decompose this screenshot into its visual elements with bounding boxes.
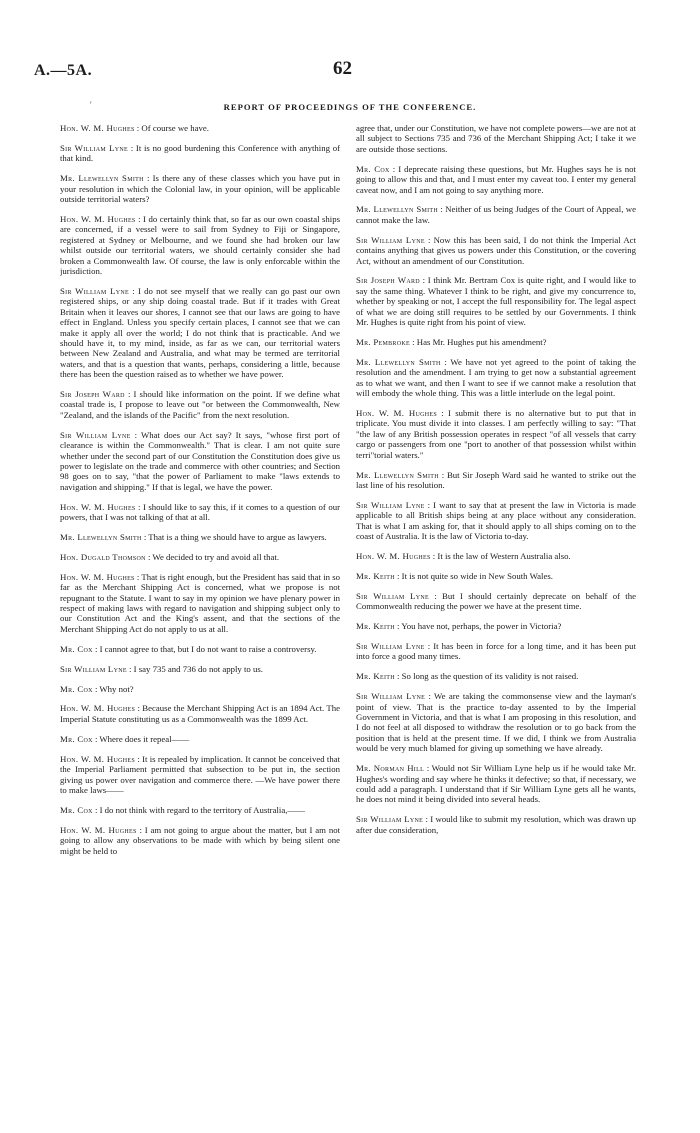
paragraph [60,430,340,492]
speaker-name: Hon. W. M. Hughes [60,571,135,582]
speaker-name: Hon. W. M. Hughes [60,703,136,714]
speech-text: : I say 735 and 736 do not apply to us. [129,663,263,674]
paragraph [60,825,340,856]
speech-text: : I am not going to argue about the matter, but I am not going to allow any observations to be made with which by being silent one might be held to [60,824,340,856]
paragraph [60,143,340,164]
paragraph [60,173,340,204]
speaker-name: Sir William Lyne [356,691,426,702]
speech-text: : Because the Merchant Shipping Act is an 1894 Act. The Imperial Statute constituting us as a Commonwealth was the 1899 Act. [60,703,340,724]
speech-text: : I should like information on the point. If we define what coastal trade is, I propose to leave out "or between the Commonwealth, New "Zealand, and the islands of the Pacific" from the next resolution. [60,389,340,420]
speech-text: : You have not, perhaps, the power in Victoria? [397,621,562,632]
paragraph [356,500,636,542]
speaker-name: Hon. Dugald Thomson [60,551,146,562]
speaker-name: Mr. Norman Hill [356,763,425,774]
paragraph [356,357,636,399]
paragraph [60,389,340,420]
speaker-name: Sir William Lyne [356,641,425,652]
paragraph [60,664,340,674]
speaker-name: Sir William Lyne [356,234,425,245]
speaker-name: Mr. Keith [356,570,395,581]
speaker-name: Mr. Llewellyn Smith [60,173,144,184]
speaker-name: Sir William Lyne [356,499,425,510]
speech-text: : Where does it repeal—— [94,733,190,744]
speech-text: : It is no good burdening this Conference with anything of that kind. [60,142,340,164]
speaker-name: Hon. W. M. Hughes [60,213,136,224]
speech-text: : What does our Act say? It says, "whose first port of clearance is within the Commonwealth." That is clear. I am not quite sure whether under the second part of our Constitution the Constitution does give us power to legislate on the trade and commerce with other countries; and Section 98 goes on to say, "that the power of Parliament to make "laws extends to navigation and shipping." If that is legal, we have the power. [60,429,340,492]
paragraph [60,644,340,654]
speaker-name: Hon. W. M. Hughes [60,824,137,835]
paragraph [356,814,636,835]
speech-text: : I do not think with regard to the territory of Australia,—— [94,804,305,815]
speaker-name: Mr. Pembroke [356,337,410,347]
speaker-name: Mr. Llewellyn Smith [356,469,439,480]
speech-text: : So long as the question of its validity is not raised. [397,671,579,682]
paragraph [60,123,340,133]
speaker-name: Hon. W. M. Hughes [356,551,431,561]
speech-text: : Is there any of these classes which you have put in your resolution in which the Colonial law, in your opinion, will be applicable outside territorial waters? [60,173,340,205]
speaker-name: Mr. Cox [60,643,93,654]
speaker-name: Mr. Cox [60,683,93,694]
speech-text: : I should like to say this, if it comes to a question of our powers, that I was not talking of that at all. [60,501,340,523]
speech-text: : Of course we have. [136,123,209,133]
speech-text: : Neither of us being Judges of the Court of Appeal, we cannot make the law. [356,204,636,225]
paragraph [60,754,340,796]
page-number: 62 [333,58,352,79]
speech-text: : Now this has been said, I do not think the Imperial Act contains anything that gives us powers under this Constitution, or the covering Act, without an amendment of our Constitution. [356,234,636,266]
speech-text: : I deprecate raising these questions, but Mr. Hughes says he is not going to allow this and that, and I must enter my caveat too. I enter my general caveat now, and I am not going to say anything more. [356,163,636,195]
paragraph [356,571,636,581]
speech-text: : Why not? [94,683,134,694]
paragraph [356,691,636,753]
speech-text: : I think Mr. Bertram Cox is quite right, and I would like to say the same thing. Whatever I think to be right, and give my concurrence to, whether by speaking or not, I accept the full responsibility for. The legal aspect of what we are doing still requires to be settled by our Governments. I think Mr. Hughes is quite right from his point of view. [356,275,636,328]
speech-text: : I would like to submit my resolution, which was drawn up after due consideration, [356,814,636,835]
speaker-name: Mr. Keith [356,671,395,682]
speech-text: : It is the law of Western Australia also. [432,551,571,561]
paragraph [60,502,340,523]
paragraph [356,164,636,195]
paragraph [60,684,340,694]
speech-text: agree that, under our Constitution, we have not complete powers—we are not at all subject to Sections 735 and 736 of the Merchant Shipping Act; I take it we are outside those sections. [356,123,636,154]
speaker-name: Mr. Cox [60,804,93,815]
speaker-name: Sir William Lyne [60,142,128,153]
speaker-name: Mr. Llewellyn Smith [60,532,142,542]
speaker-name: Sir William Lyne [356,590,430,601]
speech-text: : We decided to try and avoid all that. [147,551,280,562]
speaker-name: Mr. Cox [356,163,390,174]
paragraph [356,204,636,225]
paragraph [356,551,636,561]
speech-text: : I submit there is no alternative but to put that in triplicate. You must divide it into classes. I am perfectly willing to say: "That "the law of any British possession operates in respect "of all vessels that carry cargo or passengers from one "port to another of that possession whilst within terri"torial waters." [356,408,636,460]
speech-text: : I do not see myself that we really can go past our own registered ships, or any ship doing coastal trade. But if it trades with Great Britain when it leaves our shores, I cannot see that our laws are going to have effect in England. Unless you specify certain places, I cannot see that we can make it apply all over the world; I do not think that is practicable. And we should have it, to my mind, inside, as far as we can, our territorial waters between New Zealand and Australia, and what may be termed are territorial waters, and that is a question that wants, perhaps, considering a little, because there has been the question raised as to whether we have power. [60,285,340,380]
paragraph [60,214,340,276]
speech-text: : It is not quite so wide in New South Wales. [397,570,553,581]
speaker-name: Mr. Llewellyn Smith [356,204,439,215]
speaker-name: Hon. W. M. Hughes [60,501,136,512]
speaker-name: Hon. W. M. Hughes [60,753,135,764]
left-column [60,123,340,1123]
paragraph [356,408,636,460]
speech-text: : Has Mr. Hughes put his amendment? [412,337,547,347]
right-column [356,123,636,1123]
paragraph [356,337,636,347]
paragraph [60,532,340,542]
running-title: REPORT OF PROCEEDINGS OF THE CONFERENCE. [223,102,477,112]
speaker-name: Sir William Lyne [60,663,127,674]
paragraph [60,552,340,562]
paragraph [356,763,636,805]
paragraph [60,703,340,724]
speech-text: : That is right enough, but the President has said that in so far as the Merchant Shipping Act is concerned, what we propose is not repugnant to the Statute. I want to say in my opinion we have plenary power in respect of making laws with regard to navigation and shipping subject only to our Constitution Act and the King's assent, and that the sections of the Merchant Shipping Act do not apply to us at all. [60,571,340,634]
speaker-name: Mr. Keith [356,621,395,632]
speaker-name: Sir William Lyne [60,429,131,440]
speech-text: : It has been in force for a long time, and it has been put into force a good many times. [356,641,636,662]
speech-text: : I want to say that at present the law in Victoria is made applicable to all British ships being at any place without any consideration. That is what I am asking for, that it should apply to all ships coming on to the coast of Australia. It is the law of Victoria to-day. [356,499,636,542]
paragraph [356,235,636,266]
paragraph [356,470,636,491]
speech-text: : I cannot agree to that, but I do not want to raise a controversy. [94,643,317,654]
speech-text: : But I should certainly deprecate on behalf of the Commonwealth reducing the power we have at the present time. [356,590,636,612]
paragraph [356,671,636,681]
paragraph [356,275,636,327]
speaker-name: Hon. W. M. Hughes [60,123,135,133]
speech-text: : But Sir Joseph Ward said he wanted to strike out the last line of his resolution. [356,469,636,490]
paragraph [356,123,636,154]
speaker-name: Mr. Cox [60,733,93,744]
paragraph [60,572,340,634]
paragraph [60,286,340,380]
tick-mark: ' [90,100,92,110]
speaker-name: Hon. W. M. Hughes [356,408,437,419]
speaker-name: Sir William Lyne [356,814,424,825]
speech-text: : I do certainly think that, so far as our own coastal ships are concerned, if a vessel were to sail from Sydney to Fiji or Singapore, registered at Sydney or Melbourne, and we found she had broken our law whilst outside our territorial waters, we should certainly consider she had broken a Commonwealth law. Of course, the law is only enforcable within the jurisdiction. [60,213,340,276]
speech-text: : It is repealed by implication. It cannot be conceived that the Imperial Parliament permitted that subsection to be put in, the section giving us power over navigation and commerce there. —We have power there to make laws—— [60,753,340,795]
speaker-name: Sir Joseph Ward [356,275,420,286]
paragraph [356,591,636,612]
page-reference: A.—5A. [34,62,93,79]
speaker-name: Sir Joseph Ward [60,389,125,400]
paragraph [356,641,636,662]
speech-text: : We have not yet agreed to the point of taking the resolution and the amendment. I am trying to get now a substantial agreement as to what we want, and then I want to see if we cannot make a resolution that will embody the whole thing. This was a little interlude on the legal point. [356,356,636,399]
speaker-name: Mr. Llewellyn Smith [356,356,441,367]
paragraph [356,621,636,631]
speech-text: : Would not Sir William Lyne help us if he would take Mr. Hughes's wording and say where he thinks it defective; so that, if necessary, we could add a paragraph. I understand that if Sir William Lyne gets all he wants, he does not mind it being divided into several heads. [356,763,636,805]
speaker-name: Sir William Lyne [60,285,129,296]
speech-text: : That is a thing we should have to argue as lawyers. [143,532,327,542]
paragraph [60,734,340,744]
paragraph [60,805,340,815]
speech-text: : We are taking the commonsense view and the layman's point of view. That is the practice to-day assented to by the Imperial Government in Victoria, and that is what I am proposing in this resolution, and I do not feel at all disposed to withdraw the resolution or to go back from the position that is held at the present time. If we did, I think we from Australia would be very much blamed for giving up something we have already. [356,691,636,754]
